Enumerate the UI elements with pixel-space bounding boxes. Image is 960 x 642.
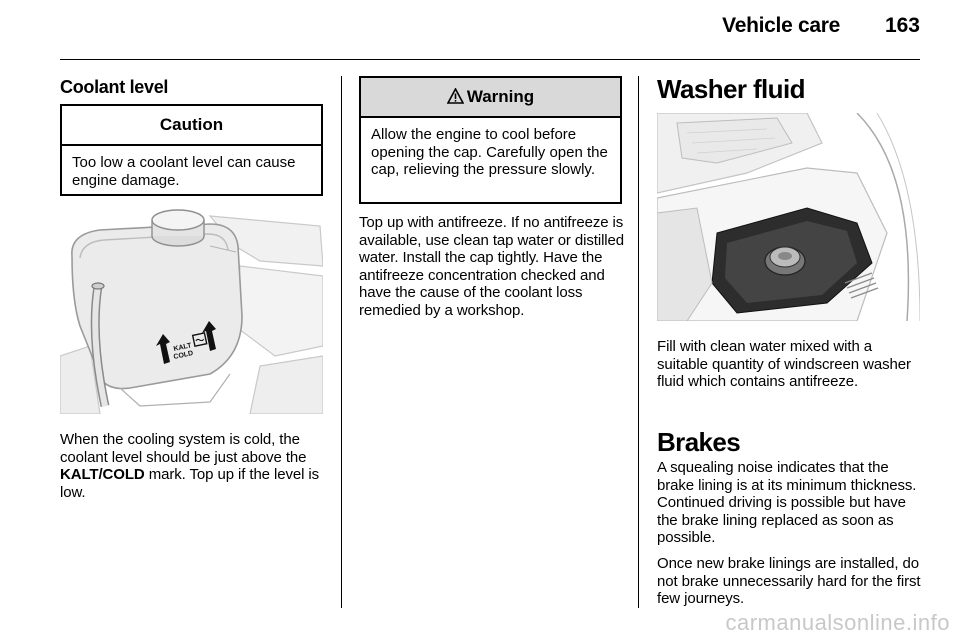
washer-fluid-heading: Washer fluid (657, 74, 805, 104)
kalt-cold-mark: KALT/COLD (60, 466, 145, 483)
brakes-heading: Brakes (657, 427, 741, 457)
column-divider-2 (638, 76, 639, 608)
caution-title: Caution (62, 106, 321, 146)
coolant-level-paragraph: When the cooling system is cold, the coolant level should be just above the KALT/COLD mark. Top up if the level is low. (60, 431, 320, 501)
brakes-paragraph-2: Once new brake linings are installed, do not brake unnecessarily hard for the first few journeys. (657, 555, 921, 607)
caution-box (60, 104, 323, 196)
washer-reservoir-illustration (657, 113, 920, 321)
brakes-paragraph-1: A squealing noise indicates that the brake lining is at its minimum thickness. Continued driving is possible but have the brake lining replaced as soon as possible. (657, 459, 917, 546)
antifreeze-paragraph: Top up with antifreeze. If no antifreeze is available, use clean tap water or distilled water. Install the cap tightly. Have the antifreeze concentration checked and have the cause of the coolant loss remedied by a workshop. (359, 214, 625, 319)
warning-box (359, 76, 622, 204)
coolant-reservoir-illustration (60, 206, 323, 414)
kalt-label: KALT (172, 342, 193, 353)
coolant-level-heading: Coolant level (60, 77, 169, 97)
column-divider-1 (341, 76, 342, 608)
header-rule (60, 59, 920, 60)
warning-triangle-icon (447, 88, 464, 104)
washer-fluid-text: Fill with clean water mixed with a suitable quantity of windscreen washer fluid which contains antifreeze. (657, 338, 911, 390)
washer-fluid-figure (657, 113, 920, 321)
section-title: Vehicle care (722, 14, 840, 37)
warning-text: Allow the engine to cool before opening the cap. Carefully open the cap, relieving the pressure slowly. (371, 126, 608, 178)
caution-text: Too low a coolant level can cause engine damage. (72, 154, 296, 189)
page-number: 163 (884, 14, 920, 37)
watermark: carmanualsonline.info (725, 610, 950, 635)
warning-header (361, 78, 620, 118)
cold-label: COLD (172, 349, 194, 361)
coolant-reservoir-figure (60, 206, 323, 414)
warning-title: Warning (466, 87, 535, 106)
